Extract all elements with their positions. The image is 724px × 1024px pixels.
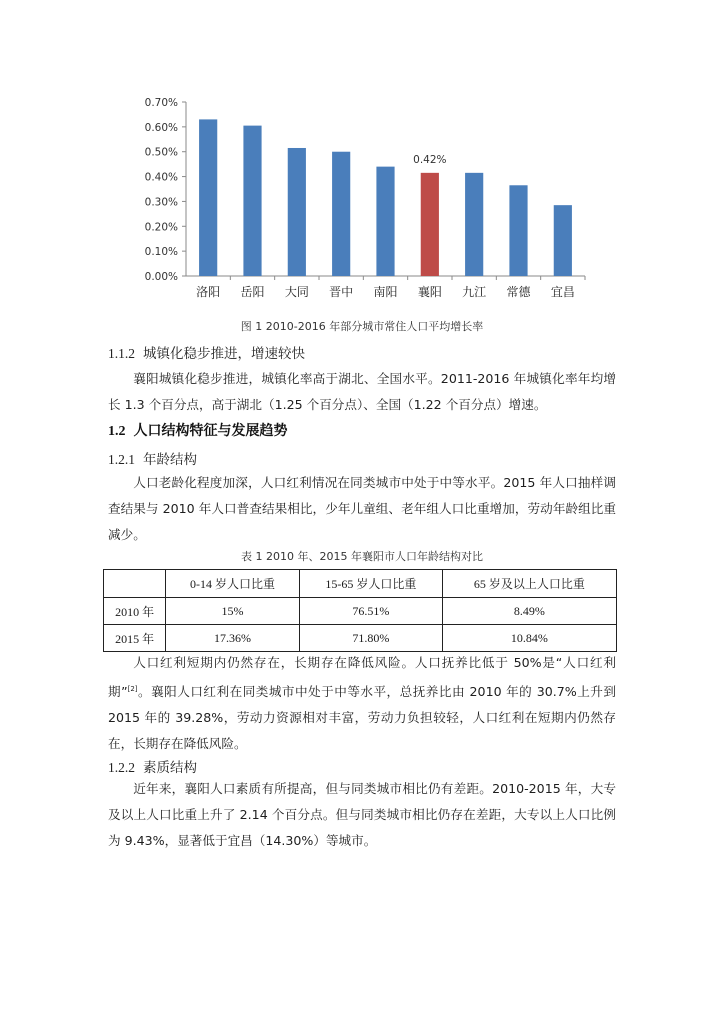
table-cell: 10.84% — [442, 625, 616, 652]
table-header-row — [104, 570, 617, 598]
bar-3 — [288, 148, 306, 276]
x-tick-label: 岳阳 — [240, 285, 265, 299]
table-cell: 76.51% — [299, 598, 442, 625]
paragraph-text: 。襄阳人口红利在同类城市中处于中等水平，总抚养比由 2010 年的 30.7%上升到 2015 年的 39.28%，劳动力资源相对丰富，劳动力负担较轻，人口红利在短期内仍然存在，长期存在降低风险。 — [108, 684, 616, 752]
bar-4 — [332, 152, 350, 276]
bar-5 — [376, 167, 394, 276]
x-tick-label: 襄阳 — [417, 285, 442, 299]
section-number: 1.2.2 — [108, 760, 135, 775]
paragraph-urbanization: 襄阳城镇化稳步推进，城镇化率高于湖北、全国水平。2011-2016 年城镇化率年均增长 1.3 个百分点，高于湖北（1.25 个百分点）、全国（1.22 个百分点）增速。 — [108, 371, 616, 412]
section-heading-1-1-2 — [108, 342, 305, 362]
bar-6 — [421, 173, 439, 276]
section-number: 1.1.2 — [108, 346, 135, 361]
table-cell: 15% — [166, 598, 300, 625]
table-row — [104, 625, 617, 652]
table-cell: 8.49% — [442, 598, 616, 625]
section-title: 年龄结构 — [143, 452, 197, 468]
bar-7 — [465, 173, 483, 276]
table-cell: 2010 年 — [104, 598, 166, 625]
citation-reference: [2] — [127, 685, 138, 693]
section-number: 1.2 — [108, 424, 126, 439]
figure-caption: 图 1 2010-2016 年部分城市常住人口平均增长率 — [240, 320, 484, 333]
y-tick-label: 0.60% — [144, 121, 178, 134]
y-tick-label: 0.70% — [144, 97, 178, 109]
section-number: 1.2.1 — [108, 452, 135, 467]
x-tick-label: 宜昌 — [550, 285, 575, 299]
paragraph-text: 人口红利短期内仍然存在，长期存在降低风险。人口抚养比低于 50%是“人口红利期” — [108, 655, 616, 700]
y-tick-label: 0.10% — [144, 246, 178, 259]
paragraph-age-structure: 人口老龄化程度加深，人口红利情况在同类城市中处于中等水平。2015 年人口抽样调查结果与 2010 年人口普查结果相比，少年儿童组、老年组人口比重增加，劳动年龄组比重减少。 — [108, 475, 616, 542]
section-title: 素质结构 — [143, 760, 197, 776]
x-tick-label: 九江 — [462, 285, 487, 299]
bar-2 — [243, 126, 261, 276]
y-tick-label: 0.30% — [144, 196, 178, 209]
age-structure-table — [103, 569, 617, 652]
bar-1 — [199, 119, 217, 276]
x-tick-label: 洛阳 — [196, 285, 221, 299]
table-header-cell: 0-14 岁人口比重 — [166, 570, 300, 598]
y-tick-label: 0.20% — [144, 221, 178, 234]
table-cell: 2015 年 — [104, 625, 166, 652]
table-cell: 71.80% — [299, 625, 442, 652]
x-tick-label: 常德 — [506, 285, 531, 299]
section-title: 城镇化稳步推进，增速较快 — [143, 346, 305, 362]
x-tick-label: 晋中 — [329, 285, 354, 299]
bar-9 — [554, 205, 572, 276]
section-heading-1-2 — [108, 420, 288, 440]
x-tick-label: 南阳 — [373, 285, 398, 299]
y-tick-label: 0.50% — [144, 146, 178, 159]
section-heading-1-2-2 — [108, 756, 197, 776]
bar-8 — [509, 185, 527, 276]
table-row — [104, 598, 617, 625]
paragraph-demographic-dividend — [108, 650, 616, 757]
section-heading-1-2-1 — [108, 448, 197, 468]
table-header-cell — [104, 570, 166, 598]
y-tick-label: 0.40% — [144, 171, 178, 184]
y-tick-label: 0.00% — [144, 271, 178, 283]
x-tick-label: 大同 — [284, 285, 309, 299]
paragraph-education-structure: 近年来，襄阳人口素质有所提高，但与同类城市相比仍有差距。2010-2015 年，大专及以上人口比重上升了 2.14 个百分点。但与同类城市相比仍存在差距，大专以上人口比例为 9.43%，显著低于宜昌（14.30%）等城市。 — [108, 781, 616, 848]
table-header-cell: 15-65 岁人口比重 — [299, 570, 442, 598]
data-label: 0.42% — [413, 153, 447, 166]
population-growth-bar-chart — [130, 92, 600, 304]
table-header-cell: 65 岁及以上人口比重 — [442, 570, 616, 598]
table-caption: 表 1 2010 年、2015 年襄阳市人口年龄结构对比 — [241, 550, 483, 563]
table-cell: 17.36% — [166, 625, 300, 652]
section-title: 人口结构特征与发展趋势 — [133, 423, 288, 439]
